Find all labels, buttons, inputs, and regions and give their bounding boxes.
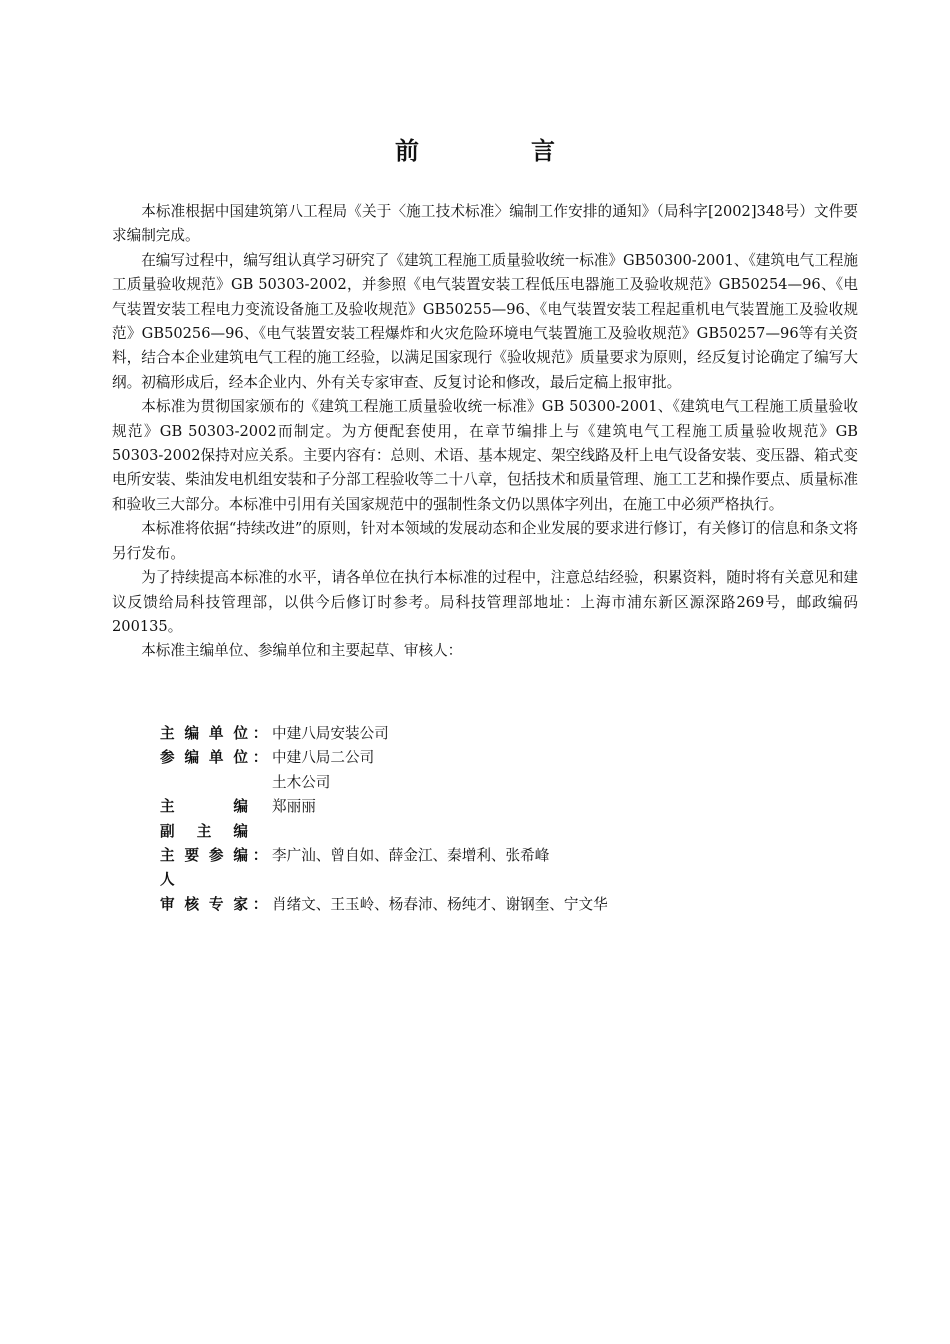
credit-value: 郑丽丽 (272, 798, 316, 816)
credit-label: 参编单位 (160, 749, 248, 767)
credit-label: 主编单位 (160, 725, 248, 742)
paragraph-basis: 本标准根据中国建筑第八工程局《关于〈施工技术标准〉编制工作安排的通知》（局科字[2002]348号）文件要求编制完成。 (112, 203, 858, 245)
credit-value: 中建八局二公司 (272, 749, 375, 767)
credit-row-participating-unit (160, 746, 800, 770)
credit-label: 副主编 (160, 822, 248, 840)
paragraph-purpose: 本标准为贯彻国家颁布的《建筑工程施工质量验收统一标准》GB 50300-2001、《建筑电气工程施工质量验收规范》GB 50303-2002而制定。为方便配套使用，在章节编排上与《建筑电气工程施工质量验收规范》GB 50303-2002保持对应关系。主要内容有：总则、术语、基本规定、架空线路及杆上电气设备安装、变压器、箱式变电所安装、柴油发电机组安装和子分部工程验收等二十八章，包括技术和质量管理、施工工艺和操作要点、质量标准和验收三大部分。本标准中引用有关国家规范中的强制性条文仍以黑体字列出，在施工中必须严格执行。 (112, 398, 858, 513)
credit-label: 审核专家 (160, 895, 248, 913)
credit-row-deputy-editor (160, 820, 800, 844)
paragraph-process: 在编写过程中，编写组认真学习研究了《建筑工程施工质量验收统一标准》GB50300-2001、《建筑电气工程施工质量验收规范》GB 50303-2002，并参照《电气装置安装工程低压电器施工及验收规范》GB50254—96、《电气装置安装工程电力变流设备施工及验收规范》GB50255—96、《电气装置安装工程起重机电气装置施工及验收规范》GB50256—96、《电气装置安装工程爆炸和火灾危险环境电气装置施工及验收规范》GB50257—96等有关资料，结合本企业建筑电气工程的施工经验，以满足国家现行《验收规范》质量要求为原则，经反复讨论确定了编写大纲。初稿形成后，经本企业内、外有关专家审查、反复讨论和修改，最后定稿上报审批。 (112, 251, 858, 391)
paragraph-credits-intro: 本标准主编单位、参编单位和主要起草、审核人： (141, 642, 463, 660)
preface-body (112, 200, 858, 664)
credit-value: 李广汕、曾自如、薛金江、秦增利、张希峰 (272, 847, 550, 865)
credits-list (160, 722, 800, 917)
credit-value: 肖绪文、王玉岭、杨春沛、杨纯才、谢钢奎、宁文华 (272, 895, 608, 913)
credit-label-line2: 人 (160, 871, 175, 889)
credit-label-wrapped (160, 844, 248, 893)
credit-value: 土木公司 (272, 773, 331, 791)
credit-row-reviewers (160, 893, 800, 917)
credit-label: 主编 (160, 798, 248, 816)
paragraph-feedback: 为了持续提高本标准的水平，请各单位在执行本标准的过程中，注意总结经验，积累资料，随时将有关意见和建议反馈给局科技管理部，以供今后修订时参考。局科技管理部地址：上海市浦东新区源深路269号，邮政编码200135。 (112, 569, 858, 635)
credit-value: 中建八局安装公司 (272, 725, 389, 742)
credit-colon: ： (252, 749, 268, 767)
page-title: 前 言 (395, 136, 599, 165)
credit-row-main-participants (160, 844, 800, 893)
credit-colon: ： (252, 725, 268, 742)
credit-colon: ： (252, 847, 268, 865)
credit-row-participating-unit-2 (160, 771, 800, 795)
credit-row-chief-editor (160, 795, 800, 819)
paragraph-revision: 本标准将依据“持续改进”的原则，针对本领域的发展动态和企业发展的要求进行修订，有关修订的信息和条文将另行发布。 (112, 520, 858, 562)
credit-colon: ： (252, 895, 268, 913)
credit-row-chief-unit (160, 722, 800, 746)
credit-label-line1: 主要参编 (160, 847, 248, 865)
